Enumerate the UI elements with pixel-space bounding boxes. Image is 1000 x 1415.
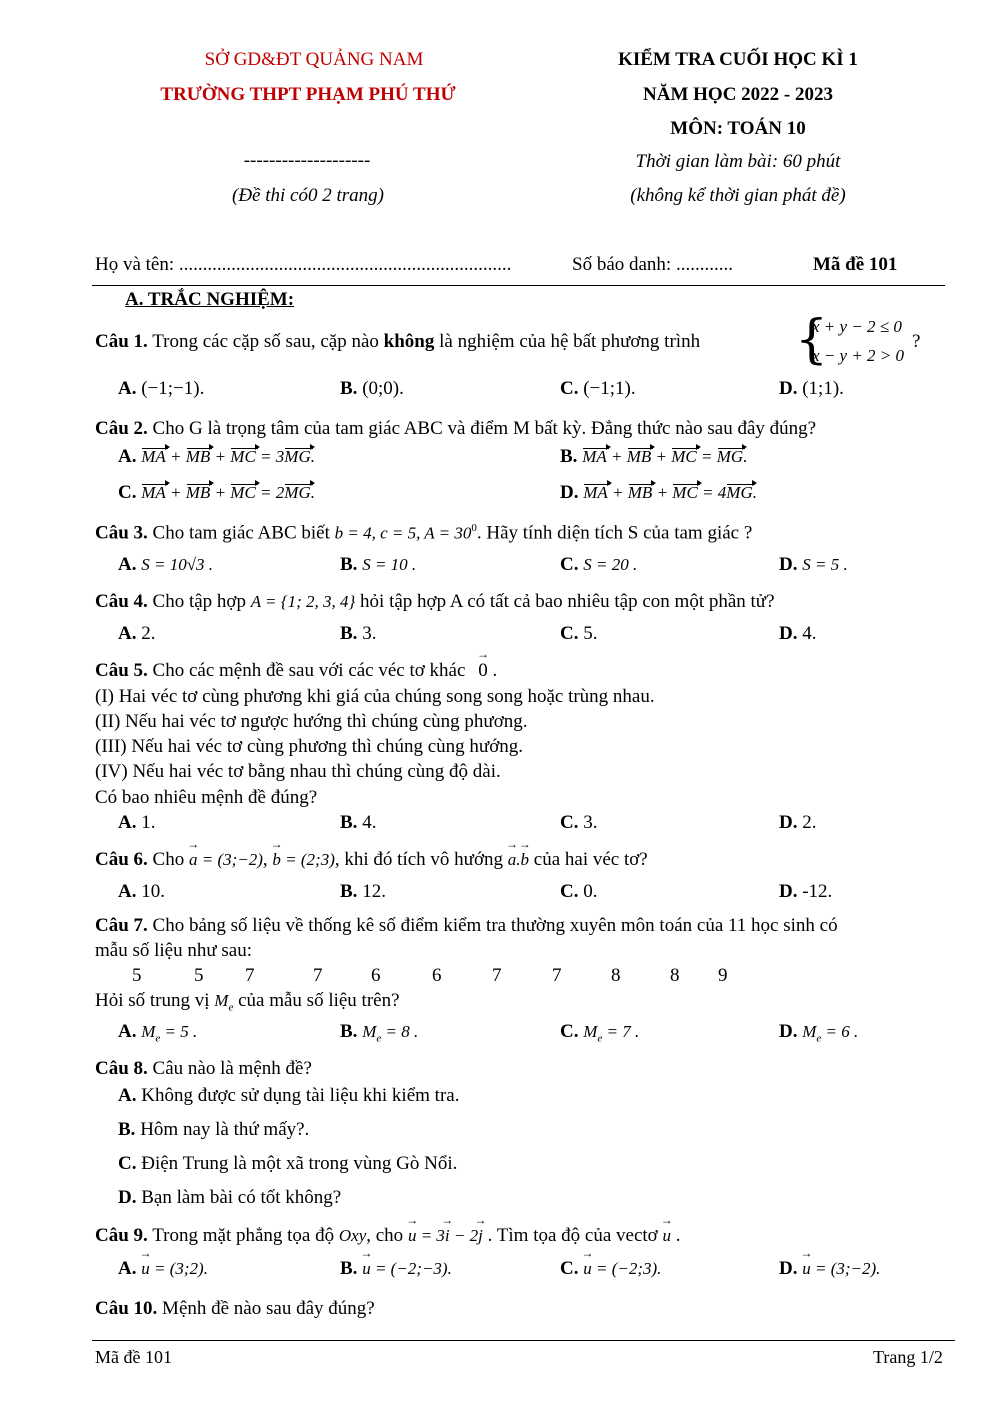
q4-option-c[interactable]: C. 5. bbox=[560, 623, 598, 644]
q3-option-b[interactable]: B. S = 10 . bbox=[340, 554, 417, 575]
q7-option-d[interactable]: D. $M_e = 6$ . bbox=[779, 1021, 859, 1045]
data-value: 8 bbox=[670, 965, 680, 986]
question-3: Câu 3. Cho tam giác ABC biết b = 4, c = 5, $A = 30^0$. Hãy tính diện tích S của tam giác ? bbox=[95, 522, 753, 544]
q4-option-a[interactable]: A. 2. bbox=[118, 623, 156, 644]
header-divider bbox=[92, 285, 945, 286]
q2-option-d[interactable]: D. MA + MB + MC = 4MG. bbox=[560, 482, 757, 503]
footer-exam-code: Mã đề 101 bbox=[95, 1347, 172, 1367]
question-7-cont: mẫu số liệu như sau: bbox=[95, 940, 253, 961]
q5-statement-3: (III) Nếu hai véc tơ cùng phương thì chúng cùng hướng. bbox=[95, 736, 523, 757]
subject: MÔN: TOÁN 10 bbox=[670, 118, 806, 139]
question-9: Câu 9. Trong mặt phẳng tọa độ Oxy, cho u → = 3i → − 2j → . Tìm tọa độ của vectơ u → . bbox=[95, 1225, 680, 1247]
q8-option-c[interactable]: C. Điện Trung là một xã trong vùng Gò Nổi. bbox=[118, 1153, 458, 1174]
page-number: Trang 1/2 bbox=[873, 1347, 943, 1367]
footer-divider bbox=[92, 1340, 955, 1341]
school-year: NĂM HỌC 2022 - 2023 bbox=[643, 84, 833, 105]
q5-option-b[interactable]: B. 4. bbox=[340, 812, 377, 833]
q6-option-d[interactable]: D. -12. bbox=[779, 881, 833, 902]
header-dashes: -------------------- bbox=[243, 150, 371, 171]
inequality-1: x + y − 2 ≤ 0 bbox=[812, 317, 902, 336]
q5-statement-2: (II) Nếu hai véc tơ ngược hướng thì chúng cùng phương. bbox=[95, 711, 528, 732]
inequality-2: x − y + 2 > 0 bbox=[812, 346, 905, 365]
data-value: 5 bbox=[132, 965, 142, 986]
q9-option-a[interactable]: A. u → = (3;2). bbox=[118, 1258, 208, 1280]
data-value: 7 bbox=[313, 965, 323, 986]
q2-option-c[interactable]: C. MA + MB + MC = 2MG. bbox=[118, 482, 315, 503]
exam-title: KIỂM TRA CUỐI HỌC KÌ 1 bbox=[618, 49, 858, 70]
q4-option-b[interactable]: B. 3. bbox=[340, 623, 377, 644]
q3-option-d[interactable]: D. S = 5 . bbox=[779, 554, 848, 575]
student-name-field: Họ và tên: ...................................................................... bbox=[95, 254, 512, 275]
page-count-note: (Đề thi có0 2 trang) bbox=[232, 185, 384, 206]
time-allowed: Thời gian làm bài: 60 phút bbox=[635, 151, 841, 172]
q1-option-c[interactable]: C. (−1;1). bbox=[560, 378, 636, 399]
school-department: SỞ GD&ĐT QUẢNG NAM bbox=[204, 49, 424, 70]
q6-option-c[interactable]: C. 0. bbox=[560, 881, 598, 902]
data-value: 7 bbox=[552, 965, 562, 986]
question-4: Câu 4. Cho tập hợp A = {1; 2, 3, 4} hỏi tập hợp A có tất cả bao nhiêu tập con một phần tử? bbox=[95, 591, 775, 612]
data-value: 9 bbox=[718, 965, 728, 986]
q6-option-a[interactable]: A. 10. bbox=[118, 881, 165, 902]
q2-option-a[interactable]: A. MA + MB + MC = 3MG. bbox=[118, 446, 315, 467]
question-2: Câu 2. Cho G là trọng tâm của tam giác ABC và điểm M bất kỳ. Đẳng thức nào sau đây đúng? bbox=[95, 418, 817, 439]
student-id-field: Số báo danh: ............ bbox=[572, 254, 733, 275]
q8-option-a[interactable]: A. Không được sử dụng tài liệu khi kiểm tra. bbox=[118, 1085, 460, 1106]
q2-option-b[interactable]: B. MA + MB + MC = MG. bbox=[560, 446, 748, 467]
q7-option-c[interactable]: C. $M_e = 7$ . bbox=[560, 1021, 640, 1045]
data-value: 7 bbox=[492, 965, 502, 986]
q3-option-a[interactable]: A. S = 10√3 . bbox=[118, 554, 214, 575]
q9-option-c[interactable]: C. u → = (−2;3). bbox=[560, 1258, 661, 1280]
data-value: 8 bbox=[611, 965, 621, 986]
system-brace: { bbox=[795, 310, 829, 370]
school-name: TRƯỜNG THPT PHẠM PHÚ THỨ bbox=[160, 84, 456, 105]
exam-code: Mã đề 101 bbox=[813, 254, 898, 275]
q4-option-d[interactable]: D. 4. bbox=[779, 623, 817, 644]
q7-question: Hỏi số trung vị $M_e$ của mẫu số liệu trên? bbox=[95, 990, 400, 1014]
data-value: 6 bbox=[371, 965, 381, 986]
q5-option-d[interactable]: D. 2. bbox=[779, 812, 817, 833]
data-value: 6 bbox=[432, 965, 442, 986]
q1-option-b[interactable]: B. (0;0). bbox=[340, 378, 404, 399]
data-value: 7 bbox=[245, 965, 255, 986]
question-6: Câu 6. Cho a → = (3;−2), b → = (2;3), khi đó tích vô hướng a →.b → của hai véc tơ? bbox=[95, 849, 648, 871]
q9-option-b[interactable]: B. u → = (−2;−3). bbox=[340, 1258, 452, 1280]
q1-option-d[interactable]: D. (1;1). bbox=[779, 378, 844, 399]
q5-statement-1: (I) Hai véc tơ cùng phương khi giá của chúng song song hoặc trùng nhau. bbox=[95, 686, 655, 707]
q5-option-c[interactable]: C. 3. bbox=[560, 812, 598, 833]
question-5: Câu 5. Cho các mệnh đề sau với các véc tơ khác 0 → . bbox=[95, 660, 497, 682]
question-1: Câu 1. Trong các cặp số sau, cặp nào không là nghiệm của hệ bất phương trình bbox=[95, 331, 701, 352]
q7-option-a[interactable]: A. $M_e = 5$ . bbox=[118, 1021, 198, 1045]
data-value: 5 bbox=[194, 965, 204, 986]
question-mark: ? bbox=[912, 331, 921, 352]
time-note: (không kể thời gian phát đề) bbox=[630, 185, 846, 206]
q5-statement-4: (IV) Nếu hai véc tơ bằng nhau thì chúng cùng độ dài. bbox=[95, 761, 501, 782]
q1-option-a[interactable]: A. (−1;−1). bbox=[118, 378, 205, 399]
question-8: Câu 8. Câu nào là mệnh đề? bbox=[95, 1058, 312, 1079]
q7-option-b[interactable]: B. $M_e = 8$ . bbox=[340, 1021, 419, 1045]
q5-option-a[interactable]: A. 1. bbox=[118, 812, 156, 833]
section-title: A. TRẮC NGHIỆM: bbox=[125, 289, 295, 310]
question-7: Câu 7. Cho bảng số liệu về thống kê số điểm kiểm tra thường xuyên môn toán của 11 học sinh có bbox=[95, 915, 838, 936]
q3-option-c[interactable]: C. S = 20 . bbox=[560, 554, 638, 575]
q8-option-d[interactable]: D. Bạn làm bài có tốt không? bbox=[118, 1187, 342, 1208]
q9-option-d[interactable]: D. u → = (3;−2). bbox=[779, 1258, 880, 1280]
q6-option-b[interactable]: B. 12. bbox=[340, 881, 386, 902]
q8-option-b[interactable]: B. Hôm nay là thứ mấy?. bbox=[118, 1119, 310, 1140]
q5-prompt: Có bao nhiêu mệnh đề đúng? bbox=[95, 787, 318, 808]
question-10: Câu 10. Mệnh đề nào sau đây đúng? bbox=[95, 1298, 375, 1319]
